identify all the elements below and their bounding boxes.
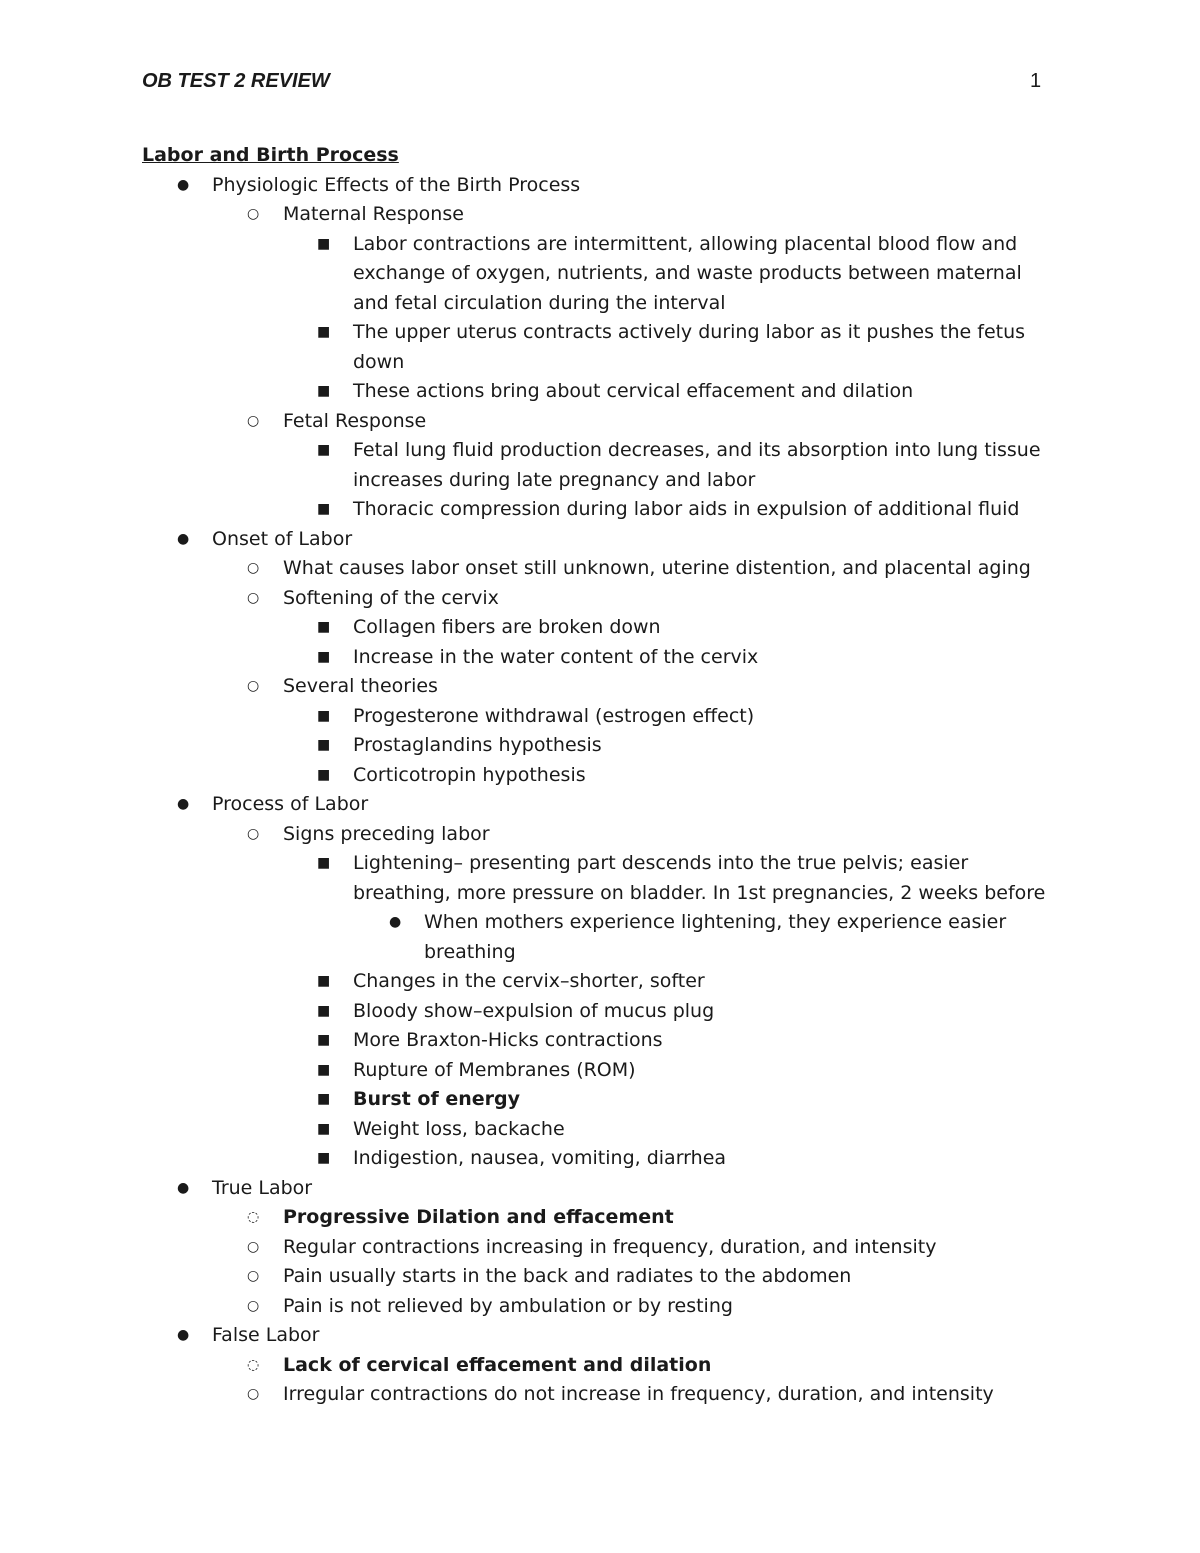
- list-item: [0, 908, 1200, 967]
- list-item-text: Physiologic Effects of the Birth Process: [212, 173, 581, 196]
- list-item: [0, 1026, 1200, 1056]
- square-bullet-icon: ■: [317, 766, 331, 783]
- list-item-text: breathing: [424, 940, 516, 963]
- list-item-text: exchange of oxygen, nutrients, and waste products between maternal: [353, 262, 1022, 284]
- page-number: 1: [1030, 70, 1042, 92]
- list-item-text: Maternal Response: [283, 203, 464, 225]
- list-item-text: Pain is not relieved by ambulation or by resting: [283, 1294, 733, 1317]
- list-item-text: Softening of the cervix: [283, 586, 499, 609]
- list-item: [0, 230, 1200, 319]
- square-bullet-icon: ■: [317, 442, 331, 458]
- list-item: [0, 672, 1200, 702]
- list-item: [0, 820, 1200, 850]
- bullet-icon: ●: [177, 530, 190, 547]
- hollow-circle-icon: ○: [247, 1268, 260, 1284]
- dotted-circle-icon: ◌: [247, 1356, 260, 1373]
- section-title: Labor and Birth Process: [142, 144, 399, 166]
- list-item-text: Pain usually starts in the back and radiates to the abdomen: [283, 1265, 852, 1287]
- list-item-text: and fetal circulation during the interval: [353, 291, 726, 314]
- list-item-text: breathing, more pressure on bladder. In 1st pregnancies, 2 weeks before: [353, 881, 1046, 904]
- hollow-circle-icon: ○: [247, 589, 260, 606]
- list-item: [0, 1085, 1200, 1115]
- list-item: [0, 407, 1200, 437]
- list-item-text: Bloody show–expulsion of mucus plug: [353, 999, 715, 1022]
- list-item-text: What causes labor onset still unknown, uterine distention, and placental aging: [283, 557, 1031, 579]
- list-item-text: Collagen fibers are broken down: [353, 616, 661, 638]
- square-bullet-icon: ■: [317, 737, 331, 753]
- square-bullet-icon: ■: [317, 1150, 331, 1166]
- list-item-text: Lightening– presenting part descends into the true pelvis; easier: [353, 852, 969, 874]
- square-bullet-icon: ■: [317, 501, 331, 517]
- square-bullet-icon: ■: [317, 707, 331, 724]
- hollow-circle-icon: ○: [247, 412, 260, 429]
- list-item: [0, 554, 1200, 584]
- list-item: [0, 849, 1200, 908]
- list-item: [0, 1056, 1200, 1086]
- bullet-icon: ●: [177, 176, 190, 193]
- list-item-text: Weight loss, backache: [353, 1117, 565, 1140]
- list-item: [0, 731, 1200, 761]
- list-item-text: Onset of Labor: [212, 527, 353, 550]
- list-item: [0, 761, 1200, 791]
- square-bullet-icon: ■: [317, 1002, 331, 1019]
- list-item-text: Labor contractions are intermittent, allowing placental blood flow and: [353, 232, 1018, 255]
- hollow-circle-icon: ○: [247, 678, 260, 694]
- list-item: [0, 1233, 1200, 1263]
- bullet-icon: ●: [389, 914, 402, 930]
- hollow-circle-icon: ○: [247, 1386, 260, 1402]
- square-bullet-icon: ■: [317, 1091, 331, 1107]
- square-bullet-icon: ■: [317, 1120, 331, 1137]
- list-item-text: False Labor: [212, 1324, 320, 1346]
- list-item: [0, 200, 1200, 230]
- hollow-circle-icon: ○: [247, 1238, 260, 1255]
- list-item: [0, 318, 1200, 377]
- hollow-circle-icon: ○: [247, 1297, 260, 1314]
- list-item-text: Process of Labor: [212, 793, 369, 815]
- list-item-text: Prostaglandins hypothesis: [353, 734, 602, 756]
- list-item: [0, 1351, 1200, 1381]
- list-item-text: down: [353, 350, 405, 373]
- list-item: [0, 525, 1200, 555]
- hollow-circle-icon: ○: [247, 560, 260, 576]
- list-item-text: Fetal Response: [283, 409, 427, 432]
- list-item: [0, 613, 1200, 643]
- square-bullet-icon: ■: [317, 1032, 331, 1048]
- list-item: [0, 1174, 1200, 1204]
- list-item: [0, 171, 1200, 201]
- list-item: [0, 1144, 1200, 1174]
- list-item-text: Increase in the water content of the cervix: [353, 645, 759, 668]
- document-content: [0, 141, 1200, 1410]
- list-item-text: Indigestion, nausea, vomiting, diarrhea: [353, 1147, 727, 1169]
- bullet-icon: ●: [177, 796, 190, 812]
- list-item-text: Lack of cervical effacement and dilation: [283, 1353, 712, 1376]
- square-bullet-icon: ■: [317, 324, 331, 340]
- list-item: [0, 702, 1200, 732]
- list-item-text: These actions bring about cervical effacement and dilation: [353, 380, 914, 402]
- list-item-text: Regular contractions increasing in frequency, duration, and intensity: [283, 1235, 937, 1258]
- list-item: [0, 1115, 1200, 1145]
- list-item: [0, 643, 1200, 673]
- hollow-circle-icon: ○: [247, 825, 260, 842]
- list-item-text: Thoracic compression during labor aids in expulsion of additional fluid: [353, 498, 1020, 520]
- list-item-text: Rupture of Membranes (ROM): [353, 1058, 636, 1081]
- list-item-text: True Labor: [212, 1176, 313, 1199]
- header-title: OB TEST 2 REVIEW: [142, 70, 330, 92]
- bullet-icon: ●: [177, 1327, 190, 1343]
- list-item: [0, 1203, 1200, 1233]
- list-item-text: Fetal lung fluid production decreases, and its absorption into lung tissue: [353, 439, 1041, 461]
- list-item-text: Irregular contractions do not increase in frequency, duration, and intensity: [283, 1383, 994, 1405]
- square-bullet-icon: ■: [317, 383, 331, 399]
- list-item-text: When mothers experience lightening, they experience easier: [424, 911, 1007, 933]
- square-bullet-icon: ■: [317, 648, 331, 665]
- list-item-text: Changes in the cervix–shorter, softer: [353, 970, 705, 992]
- list-item: [0, 1292, 1200, 1322]
- list-item: [0, 1380, 1200, 1410]
- list-item-text: increases during late pregnancy and labor: [353, 468, 756, 491]
- square-bullet-icon: ■: [317, 619, 331, 635]
- list-item-text: Several theories: [283, 675, 438, 697]
- list-item-text: More Braxton-Hicks contractions: [353, 1029, 663, 1051]
- list-item-text: Progressive Dilation and effacement: [283, 1206, 674, 1228]
- list-item-text: Progesterone withdrawal (estrogen effect): [353, 704, 755, 727]
- list-item-text: Corticotropin hypothesis: [353, 763, 586, 786]
- list-item: [0, 997, 1200, 1027]
- list-item: [0, 377, 1200, 407]
- list-item: [0, 790, 1200, 820]
- list-item: [0, 436, 1200, 495]
- list-item-text: Signs preceding labor: [283, 822, 490, 845]
- square-bullet-icon: ■: [317, 855, 331, 871]
- list-item-text: The upper uterus contracts actively during labor as it pushes the fetus: [353, 321, 1026, 343]
- list-item: [0, 1321, 1200, 1351]
- list-item: [0, 495, 1200, 525]
- hollow-circle-icon: ○: [247, 206, 260, 222]
- square-bullet-icon: ■: [317, 235, 331, 252]
- square-bullet-icon: ■: [317, 973, 331, 989]
- bullet-icon: ●: [177, 1179, 190, 1196]
- list-item: [0, 584, 1200, 614]
- list-item: [0, 1262, 1200, 1292]
- list-item: [0, 967, 1200, 997]
- dotted-circle-icon: ◌: [247, 1209, 260, 1225]
- square-bullet-icon: ■: [317, 1061, 331, 1078]
- list-item-text: Burst of energy: [353, 1088, 520, 1110]
